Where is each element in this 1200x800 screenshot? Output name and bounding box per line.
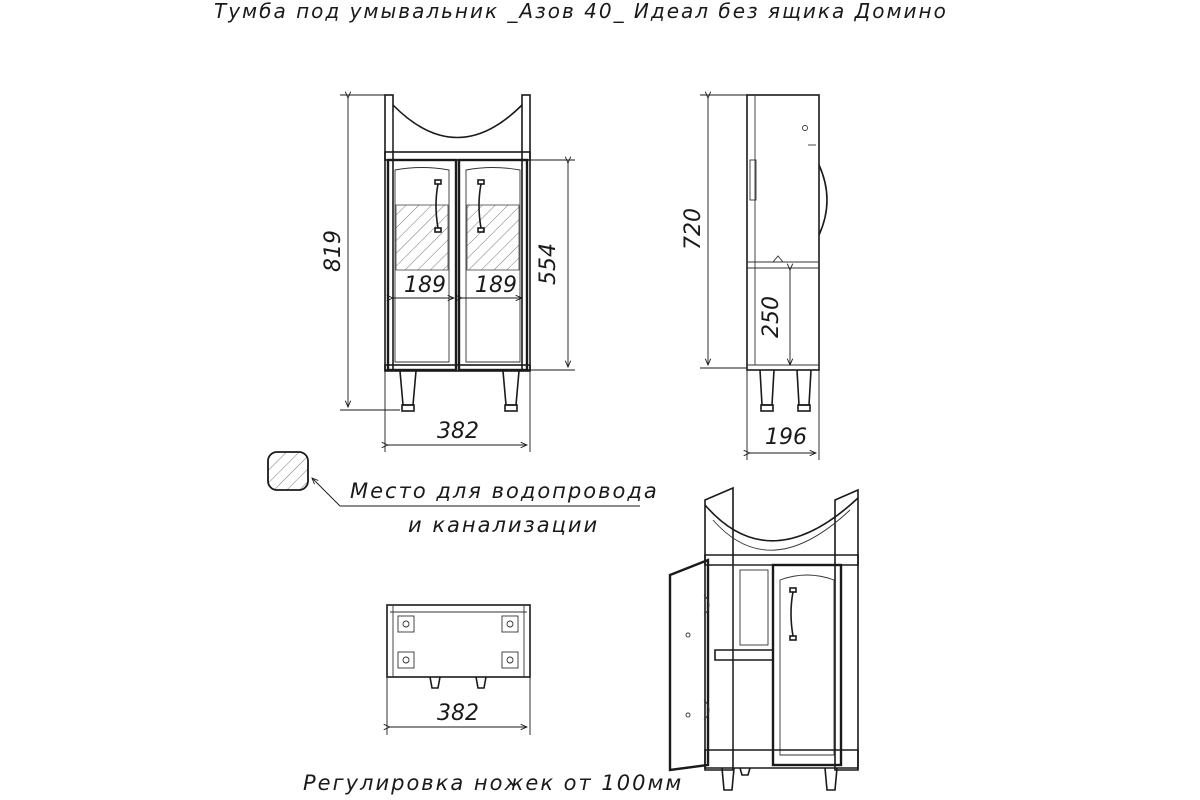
dim-door-width-right: 189: [475, 273, 517, 298]
leg-mount-tl: [398, 616, 414, 632]
front-view: [321, 95, 575, 452]
dim-width-top: 382: [437, 701, 479, 726]
leg-mount-tr: [502, 616, 518, 632]
top-view: [387, 605, 530, 735]
leg-mount-bl: [398, 652, 414, 668]
footer-note: Регулировка ножек от 100мм: [303, 771, 684, 795]
dim-height-shelf: 250: [759, 296, 784, 338]
iso-door-handle: [790, 588, 796, 640]
leg-mount-br: [502, 652, 518, 668]
dim-door-width-left: 189: [404, 273, 446, 298]
dim-height-total: 819: [321, 230, 346, 272]
legend-hatch-swatch: [268, 452, 308, 490]
plumbing-zone-left: [396, 205, 448, 270]
plumbing-zone-right: [467, 205, 519, 270]
legend-text-line1: Место для водопровода: [350, 479, 659, 503]
isometric-view: [670, 488, 858, 790]
legend-text-line2: и канализации: [408, 513, 600, 537]
dim-depth: 196: [765, 425, 807, 450]
drawing-title: Тумба под умывальник _Азов 40_ Идеал без ящика Домино: [214, 0, 948, 23]
side-view: [681, 95, 827, 460]
dim-height-body: 720: [681, 208, 706, 250]
legend: [268, 452, 659, 537]
dim-height-doors: 554: [536, 243, 561, 285]
dim-width-front: 382: [437, 419, 479, 444]
